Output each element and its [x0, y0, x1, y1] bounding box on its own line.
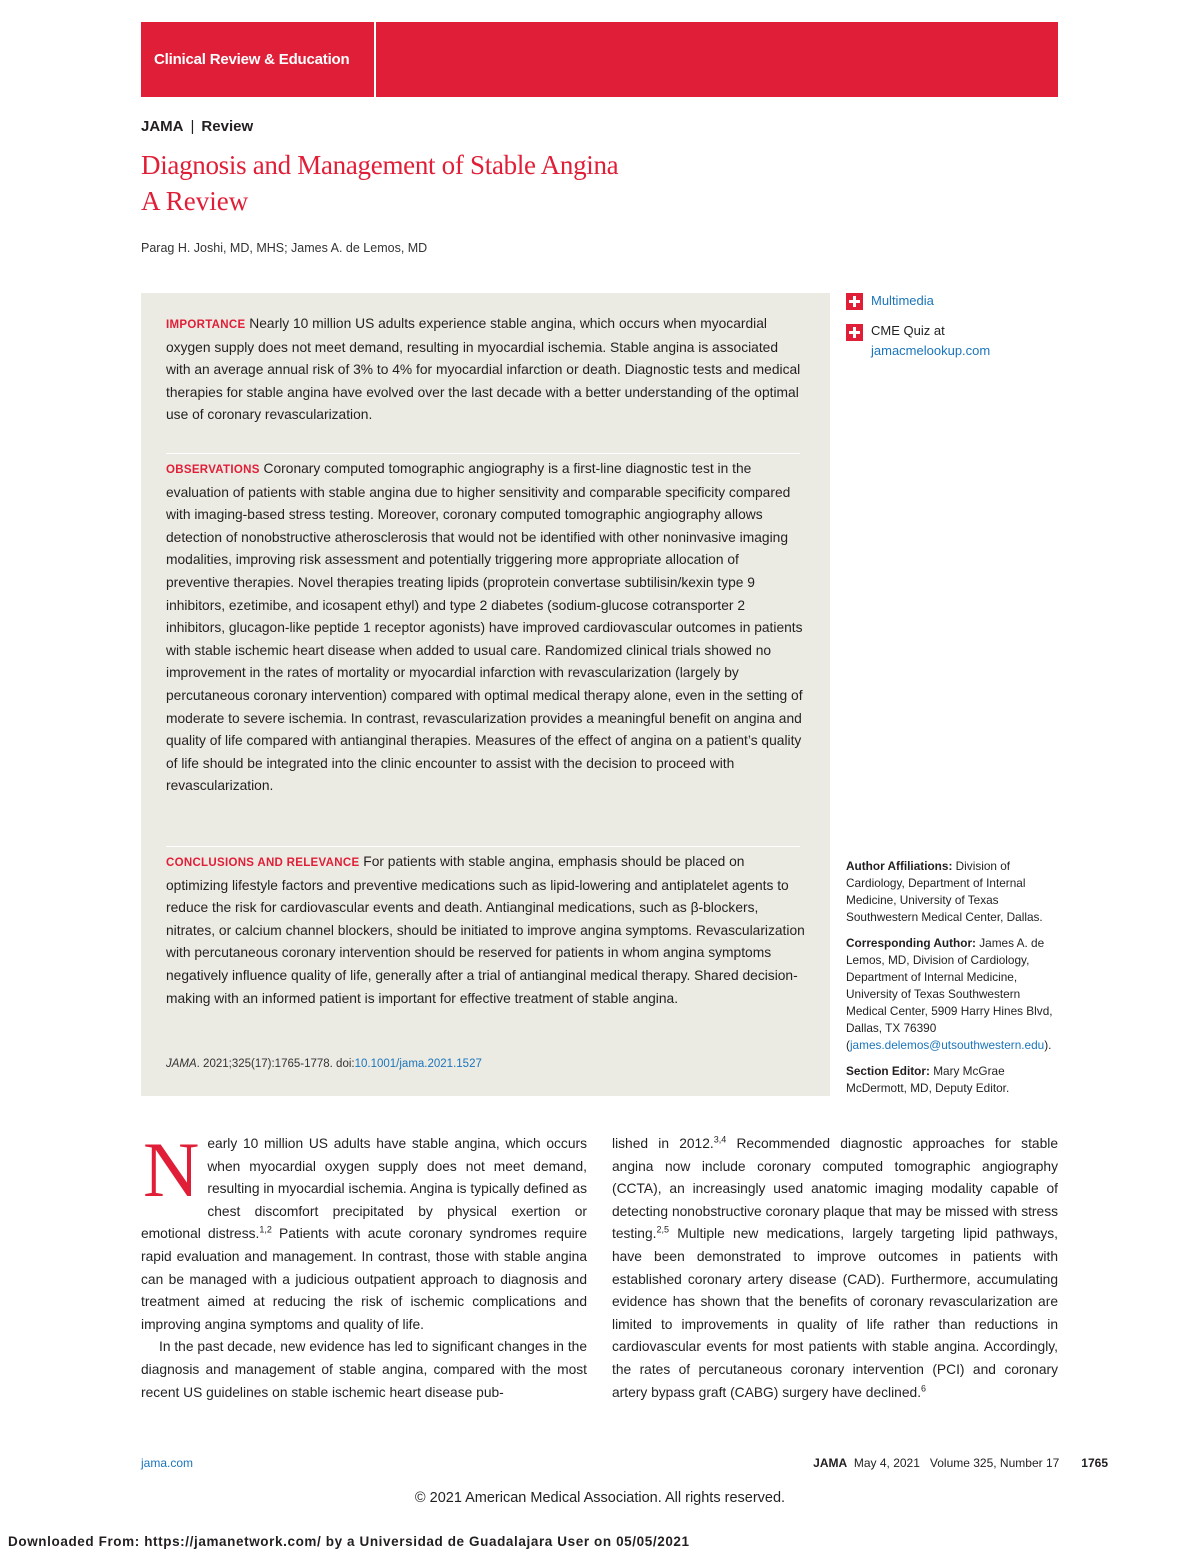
section-banner [141, 22, 1058, 97]
plus-icon[interactable] [846, 324, 863, 341]
citation-line [166, 1058, 482, 1070]
multimedia-link[interactable]: Multimedia [871, 293, 934, 308]
footer-issue: May 4, 2021 Volume 325, Number 17 [853, 1456, 1060, 1470]
section-editor [846, 1063, 1062, 1097]
author-affiliations [846, 858, 1062, 926]
abstract-importance [166, 313, 806, 427]
abstract-conclusions [166, 851, 806, 1010]
issue-info [813, 1456, 1108, 1470]
importance-heading: IMPORTANCE [166, 319, 246, 331]
citation-ref: . 2021;325(17):1765-1778. doi: [196, 1058, 355, 1070]
cme-quiz-link[interactable]: jamacmelookup.com [871, 343, 991, 358]
article-type: Review [201, 118, 254, 135]
reference-superscript[interactable]: 1,2 [259, 1224, 272, 1235]
abstract-divider [166, 846, 800, 847]
body-paragraph: In the past decade, new evidence has led to significant changes in the diagnosis and management of stable angina, compared with the most recent US guidelines on stable ischemic heart disease pub- [141, 1339, 587, 1400]
footer-journal: JAMA [813, 1456, 848, 1470]
journal-name: JAMA [141, 118, 184, 135]
observations-heading: OBSERVATIONS [166, 464, 260, 476]
cme-quiz-label: CME Quiz at [871, 323, 945, 338]
copyright-notice: © 2021 American Medical Association. All rights reserved. [414, 1490, 786, 1506]
body-column-right [612, 1133, 1058, 1404]
download-stamp: Downloaded From: https://jamanetwork.com/ by a Universidad de Guadalajara User on 05/05/2021 [8, 1534, 690, 1549]
corresponding-author [846, 935, 1062, 1054]
article-subtitle: A Review [141, 186, 249, 216]
journal-section-line [141, 118, 253, 135]
section-tab-label: Clinical Review & Education [154, 51, 350, 68]
body-column-left [141, 1126, 587, 1404]
conclusions-heading: CONCLUSIONS AND RELEVANCE [166, 857, 360, 869]
page-number: 1765 [1081, 1456, 1108, 1470]
reference-superscript[interactable]: 3,4 [713, 1134, 727, 1145]
editor-heading: Section Editor: [846, 1064, 930, 1078]
site-link[interactable]: jama.com [141, 1456, 194, 1470]
paragraph-text: Recommended diagnostic approaches for stable angina now include coronary computed tomographic angiography (CCTA), an increasingly used anatomic imaging modality capable of detecting nonobstructive coronary plaque that may be missed with stress testing. [612, 1136, 1058, 1242]
corresponding-heading: Corresponding Author: [846, 936, 976, 950]
paragraph-text: Multiple new medications, largely targeting lipid pathways, have been demonstrated to improve outcomes in patients with established coronary artery disease (CAD). Furthermore, accumulating evidence has shown that the benefits of coronary revascularization are limited to improvements in quality of life rather than reductions in cardiovascular events for most patients with stable angina. Accordingly, the rates of percutaneous coronary intervention (PCI) and coronary artery bypass graft (CABG) surgery have declined. [612, 1226, 1058, 1400]
editor-text: Mary McGrae McDermott, MD, Deputy Editor. [846, 1064, 1010, 1095]
doi-link[interactable]: 10.1001/jama.2021.1527 [354, 1058, 482, 1070]
plus-icon[interactable] [846, 293, 863, 310]
paragraph-text: Patients with acute coronary syndromes require rapid evaluation and management. In contrast, those with stable angina can be managed with a judicious outpatient approach to diagnosis and treatment aimed at reducing the risk of ischemic complications and improving angina symptoms and quality of life. [141, 1226, 587, 1332]
conclusions-text: For patients with stable angina, emphasis should be placed on optimizing lifestyle factors and preventive medications such as lipid-lowering and antiplatelet agents to reduce the risk for cardiovascular events and death. Antianginal medications, such as β-blockers, nitrates, or calcium channel blockers, should be initiated to improve angina symptoms. Revascularization with percutaneous coronary intervention should be reserved for patients in whom angina symptoms negatively influence quality of life, generally after a trial of antianginal medical therapy. Shared decision-making with an informed patient is important for effective treatment of stable angina. [166, 854, 805, 1006]
reference-superscript[interactable]: 6 [921, 1382, 927, 1393]
corresponding-close: ). [1044, 1038, 1052, 1052]
affiliations-heading: Author Affiliations: [846, 859, 953, 873]
abstract-divider [166, 453, 800, 454]
affiliations-text: Division of Cardiology, Department of Internal Medicine, University of Texas Southwestern Medical Center, Dallas. [846, 859, 1043, 924]
citation-journal: JAMA [166, 1058, 197, 1070]
drop-cap: N [143, 1126, 200, 1213]
paragraph-text: lished in 2012. [612, 1136, 714, 1151]
author-email-link[interactable]: james.delemos@utsouthwestern.edu [849, 1038, 1045, 1052]
importance-text: Nearly 10 million US adults experience stable angina, which occurs when myocardial oxygen supply does not meet demand, resulting in myocardial ischemia. Stable angina is associated with an average annual risk of 3% to 4% for myocardial infarction or death. Diagnostic tests and medical therapies for stable angina have evolved over the last decade with a better understanding of the optimal use of coronary revascularization. [166, 316, 801, 423]
section-separator: | [190, 118, 195, 135]
author-list: Parag H. Joshi, MD, MHS; James A. de Lemos, MD [141, 241, 428, 255]
article-title: Diagnosis and Management of Stable Angina [141, 150, 619, 180]
observations-text: Coronary computed tomographic angiography is a first-line diagnostic test in the evaluation of patients with stable angina due to higher sensitivity and comparable specificity compared with imaging-based stress testing. Moreover, coronary computed tomographic angiography allows detection of nonobstructive atherosclerosis that would not be identified with other noninvasive imaging modalities, improving risk assessment and potentially triggering more appropriate allocation of preventive therapies. Novel therapies treating lipids (proprotein convertase subtilisin/kexin type 9 inhibitors, ezetimibe, and icosapent ethyl) and type 2 diabetes (sodium-glucose cotransporter 2 inhibitors, glucagon-like peptide 1 receptor agonists) have improved cardiovascular outcomes in patients with stable ischemic heart disease when added to usual care. Randomized clinical trials showed no improvement in the rates of mortality or myocardial infarction with revascularization (largely by percutaneous coronary intervention) compared with optimal medical therapy alone, even in the setting of moderate to severe ischemia. In contrast, revascularization provides a meaningful benefit on angina and quality of life compared with antianginal therapies. Measures of the effect of angina on a patient’s quality of life should be integrated into the clinic encounter to assist with the decision to proceed with revascularization. [166, 461, 803, 794]
abstract-box [141, 293, 830, 1096]
abstract-observations [166, 458, 806, 798]
section-tab [141, 22, 376, 97]
corresponding-text: James A. de Lemos, MD, Division of Cardiology, Department of Internal Medicine, University of Texas Southwestern Medical Center, 5909 Harry Hines Blvd, Dallas, TX 76390 ( [846, 936, 1053, 1052]
reference-superscript[interactable]: 2,5 [656, 1224, 669, 1235]
paragraph-text: early 10 million US adults have stable angina, which occurs when myocardial oxygen supply does not meet demand, resulting in myocardial ischemia. Angina is typically defined as chest discomfort precipitated by physical exertion or emotional distress. [141, 1136, 587, 1242]
body-paragraph [612, 1133, 1058, 1404]
body-paragraph [141, 1126, 587, 1336]
